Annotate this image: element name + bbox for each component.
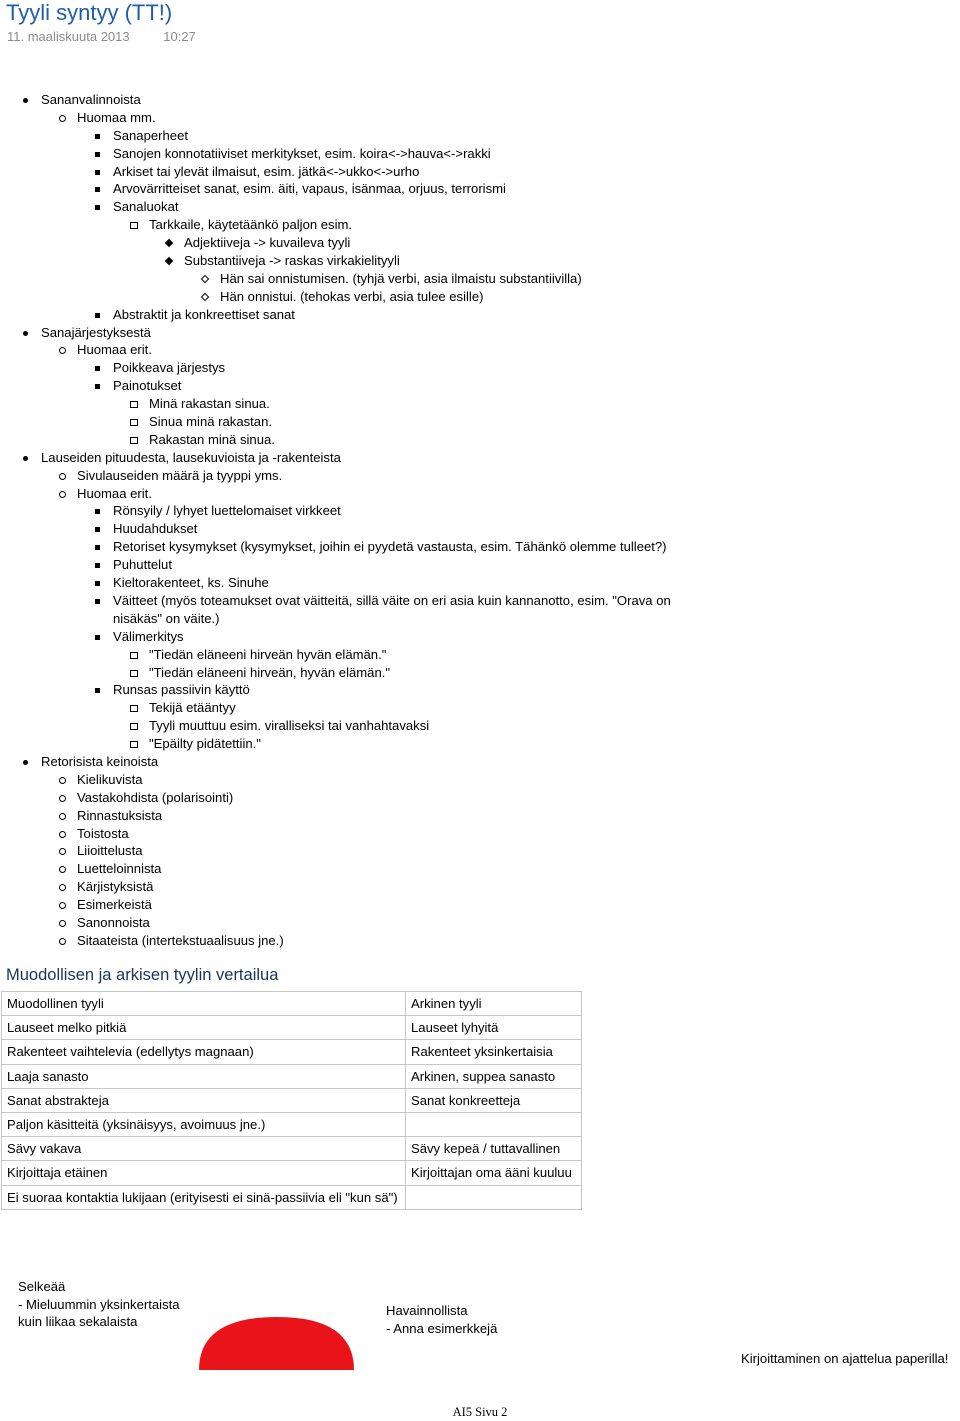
bullet-marker-icon: [59, 920, 66, 927]
outline-item: [0, 646, 960, 664]
outline-item: [0, 198, 960, 216]
table-row: [2, 1064, 582, 1088]
bullet-marker-icon: [23, 760, 28, 765]
outline-item: [0, 789, 960, 807]
bullet-marker-icon: [59, 813, 66, 820]
outline-item-text: Tekijä etääntyy: [149, 700, 236, 716]
bullet-marker-icon: [201, 275, 209, 283]
bullet-marker-icon: [95, 170, 100, 175]
outline-item-text: "Tiedän eläneeni hirveän, hyvän elämän.": [149, 664, 391, 680]
outline-item-text: Tarkkaile, käytetäänkö paljon esim.: [149, 217, 353, 233]
outline-item-text: Sanajärjestyksestä: [41, 324, 151, 340]
outline-item: [0, 234, 960, 252]
bullet-marker-icon: [95, 599, 100, 604]
outline-item: [0, 538, 960, 556]
bullet-marker-icon: [23, 331, 28, 336]
note-left-line: Selkeää: [18, 1279, 66, 1294]
outline-item: [0, 502, 960, 520]
outline-item: [0, 91, 960, 109]
outline-item: [0, 556, 960, 574]
outline-item-text: Hän sai onnistumisen. (tyhjä verbi, asia ilmaistu substantiivilla): [220, 270, 582, 286]
outline-item: [0, 735, 960, 753]
outline-item-text: Sinua minä rakastan.: [149, 414, 273, 430]
outline-item-text: Sanaperheet: [113, 127, 188, 143]
outline-item-text: Toistosta: [77, 825, 129, 841]
outline-item-text: Sananvalinnoista: [41, 92, 141, 107]
outline-item-text: Luetteloinnista: [77, 861, 162, 877]
outline-item-text: Runsas passiivin käyttö: [113, 682, 250, 698]
table-row: [2, 1161, 582, 1185]
bullet-marker-icon: [59, 884, 66, 891]
cell-formal: Sanat abstrakteja: [2, 1088, 406, 1112]
cell-informal: Lauseet lyhyitä: [406, 1016, 582, 1040]
cell-informal: [406, 1185, 582, 1209]
bullet-marker-icon: [130, 705, 138, 712]
outline-item-text: Huudahdukset: [113, 521, 198, 537]
bullet-marker-icon: [130, 670, 138, 677]
outline-item-text: Väitteet (myös toteamukset ovat väitteitä, sillä väite on eri asia kuin kannanotto, esim. "Orava on nisäkäs" on väite.): [113, 592, 671, 626]
bullet-marker-icon: [95, 545, 100, 550]
cell-formal: Kirjoittaja etäinen: [2, 1161, 406, 1185]
bullet-marker-icon: [59, 473, 66, 480]
bullet-marker-icon: [95, 688, 100, 693]
outline-item: [0, 699, 960, 717]
outline-item-text: Kieltorakenteet, ks. Sinuhe: [113, 575, 269, 591]
outline-item: [0, 306, 960, 324]
outline-item: [0, 860, 960, 878]
table-row: [2, 1185, 582, 1209]
bullet-marker-icon: [201, 293, 209, 301]
table-row: [2, 1016, 582, 1040]
outline-item-text: Huomaa mm.: [77, 109, 156, 125]
outline-item: [0, 485, 960, 503]
outline-item: [0, 574, 960, 592]
bullet-marker-icon: [130, 652, 138, 659]
bullet-marker-icon: [165, 239, 173, 247]
cell-formal: Ei suoraa kontaktia lukijaan (erityisesti ei sinä-passiivia eli "kun sä"): [2, 1185, 406, 1209]
cell-informal: Arkinen tyyli: [406, 992, 582, 1016]
outline-item: [0, 914, 960, 932]
outline-item: [0, 467, 960, 485]
note-middle-line: - Anna esimerkkejä: [386, 1320, 498, 1336]
table-row: [2, 1112, 582, 1136]
outline-item-text: Abstraktit ja konkreettiset sanat: [113, 306, 295, 322]
outline-item: [0, 377, 960, 395]
outline-item-text: Kielikuvista: [77, 771, 143, 787]
cell-informal: Arkinen, suppea sanasto: [406, 1064, 582, 1088]
cell-formal: Rakenteet vaihtelevia (edellytys magnaan): [2, 1040, 406, 1064]
bullet-marker-icon: [59, 777, 66, 784]
bullet-marker-icon: [130, 741, 138, 748]
outline-item-text: Sanojen konnotatiiviset merkitykset, esim. koira<->hauva<->rakki: [113, 145, 491, 161]
outline-item-text: Sitaateista (intertekstuaalisuus jne.): [77, 932, 284, 948]
outline-item: [0, 932, 960, 950]
bullet-marker-icon: [59, 491, 66, 498]
bullet-marker-icon: [95, 366, 100, 371]
bullet-marker-icon: [130, 401, 138, 408]
outline-item-text: Rakastan minä sinua.: [149, 431, 275, 447]
outline-item: [0, 842, 960, 860]
outline-item: [0, 807, 960, 825]
outline-item: [0, 288, 960, 306]
note-left-line: - Mieluummin yksinkertaista: [18, 1296, 180, 1312]
outline-item: [0, 341, 960, 359]
bullet-marker-icon: [95, 581, 100, 586]
cell-formal: Sävy vakava: [2, 1137, 406, 1161]
cell-informal: Sanat konkreetteja: [406, 1088, 582, 1112]
outline-item: [0, 145, 960, 163]
outline-item: [0, 520, 960, 538]
bullet-marker-icon: [59, 902, 66, 909]
outline-item: [0, 753, 960, 771]
bullet-marker-icon: [59, 347, 66, 354]
outline-item: [0, 449, 960, 467]
bullet-marker-icon: [59, 115, 66, 122]
outline-item-text: Kärjistyksistä: [77, 879, 154, 895]
bullet-marker-icon: [59, 848, 66, 855]
bullet-marker-icon: [95, 187, 100, 192]
page-time: 10:27: [163, 29, 196, 44]
note-selkeaa: [18, 1278, 180, 1331]
outline-item-text: Sanaluokat: [113, 199, 179, 215]
outline-item-text: Substantiiveja -> raskas virkakielityyli: [184, 253, 400, 269]
comparison-heading: Muodollisen ja arkisen tyylin vertailua: [6, 966, 279, 984]
outline-item-text: Retorisista keinoista: [41, 753, 159, 769]
table-row: [2, 1137, 582, 1161]
outline-item: [0, 628, 960, 646]
outline-item: [0, 878, 960, 896]
outline-item-text: "Epäilty pidätettiin.": [149, 736, 261, 752]
outline-item: [0, 109, 960, 127]
outline-item-text: Esimerkeistä: [77, 897, 152, 913]
outline-item: [0, 413, 960, 431]
outline-item-text: Painotukset: [113, 378, 182, 394]
outline-item: [0, 252, 960, 270]
cell-informal: Kirjoittajan oma ääni kuuluu: [406, 1161, 582, 1185]
outline-item: [0, 771, 960, 789]
outline-item: [0, 127, 960, 145]
bullet-marker-icon: [95, 152, 100, 157]
bullet-marker-icon: [95, 527, 100, 532]
outline-item: [0, 163, 960, 181]
outline-item: [0, 896, 960, 914]
outline-item: [0, 681, 960, 699]
outline-item-text: "Tiedän eläneeni hirveän hyvän elämän.": [149, 646, 387, 662]
outline-item-text: Minä rakastan sinua.: [149, 396, 270, 412]
page-date: 11. maaliskuuta 2013: [7, 29, 130, 44]
bullet-marker-icon: [95, 313, 100, 318]
cell-informal: Rakenteet yksinkertaisia: [406, 1040, 582, 1064]
outline-item-text: Hän onnistui. (tehokas verbi, asia tulee esille): [220, 288, 484, 304]
outline-item-text: Arkiset tai ylevät ilmaisut, esim. jätkä<->ukko<->urho: [113, 163, 420, 179]
bullet-marker-icon: [130, 723, 138, 730]
outline-item-text: Tyyli muuttuu esim. viralliseksi tai vanhahtavaksi: [149, 718, 430, 734]
bullet-marker-icon: [23, 98, 28, 103]
outline-item: [0, 431, 960, 449]
cell-informal: [406, 1112, 582, 1136]
cell-formal: Laaja sanasto: [2, 1064, 406, 1088]
cell-formal: Lauseet melko pitkiä: [2, 1016, 406, 1040]
note-havainnollista: [386, 1302, 497, 1337]
outline-item-text: Huomaa erit.: [77, 485, 152, 501]
comparison-table: [1, 991, 582, 1210]
page-title: Tyyli syntyy (TT!): [6, 0, 173, 25]
outline-item: [0, 395, 960, 413]
outline-item-text: Liioittelusta: [77, 843, 143, 859]
bullet-marker-icon: [95, 563, 100, 568]
table-row: [2, 992, 582, 1016]
outline-item-text: Puhuttelut: [113, 557, 172, 573]
outline-item: [0, 592, 960, 628]
bullet-marker-icon: [130, 222, 138, 229]
cell-formal: Paljon käsitteitä (yksinäisyys, avoimuus jne.): [2, 1112, 406, 1136]
bullet-marker-icon: [59, 938, 66, 945]
outline-item-text: Sivulauseiden määrä ja tyyppi yms.: [77, 467, 283, 483]
outline-item: [0, 825, 960, 843]
table-row: [2, 1040, 582, 1064]
bullet-marker-icon: [95, 384, 100, 389]
outline-item-text: Rinnastuksista: [77, 807, 163, 823]
outline-item: [0, 717, 960, 735]
outline-list: [0, 91, 960, 950]
bullet-marker-icon: [95, 635, 100, 640]
bullet-marker-icon: [130, 419, 138, 426]
page-meta: [7, 29, 226, 44]
outline-item-text: Vastakohdista (polarisointi): [77, 789, 234, 805]
outline-item-text: Rönsyily / lyhyet luettelomaiset virkkeet: [113, 503, 341, 519]
outline-item: [0, 270, 960, 288]
note-right: Kirjoittaminen on ajattelua paperilla!: [741, 1351, 949, 1366]
outline-item-text: Retoriset kysymykset (kysymykset, joihin ei pyydetä vastausta, esim. Tähänkö olemme tulleet?): [113, 539, 667, 555]
bullet-marker-icon: [23, 456, 28, 461]
outline-item: [0, 359, 960, 377]
outline-item-text: Lauseiden pituudesta, lausekuvioista ja -rakenteista: [41, 449, 341, 465]
cell-formal: Muodollinen tyyli: [2, 992, 406, 1016]
bullet-marker-icon: [59, 831, 66, 838]
bullet-marker-icon: [59, 866, 66, 873]
table-row: [2, 1088, 582, 1112]
bullet-marker-icon: [95, 134, 100, 139]
outline-item-text: Poikkeava järjestys: [113, 360, 226, 376]
bullet-marker-icon: [165, 257, 173, 265]
cell-informal: Sävy kepeä / tuttavallinen: [406, 1137, 582, 1161]
outline-item-text: Huomaa erit.: [77, 342, 152, 358]
outline-item: [0, 216, 960, 234]
page-footer: AI5 Sivu 2: [452, 1405, 508, 1419]
outline-item-text: Adjektiiveja -> kuvaileva tyyli: [184, 235, 351, 251]
outline-item: [0, 324, 960, 342]
outline-item-text: Arvovärritteiset sanat, esim. äiti, vapaus, isänmaa, orjuus, terrorismi: [113, 181, 506, 197]
outline-item-text: Sanonnoista: [77, 915, 150, 930]
outline-item: [0, 180, 960, 198]
bullet-marker-icon: [130, 437, 138, 444]
note-middle-line: Havainnollista: [386, 1303, 468, 1318]
bullet-marker-icon: [59, 795, 66, 802]
outline-item: [0, 664, 960, 682]
note-left-line: kuin liikaa sekalaista: [18, 1314, 138, 1329]
outline-item-text: Välimerkitys: [113, 628, 184, 644]
bullet-marker-icon: [95, 205, 100, 210]
bullet-marker-icon: [95, 509, 100, 514]
